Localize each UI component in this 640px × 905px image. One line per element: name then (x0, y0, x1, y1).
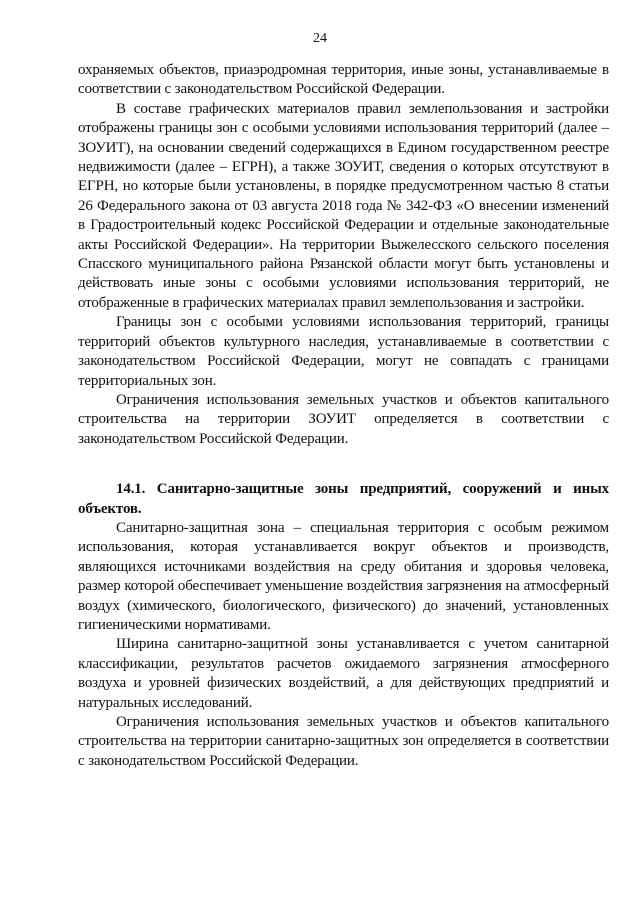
paragraph: Границы зон с особыми условиями использования территорий, границы территорий объектов культурного наследия, устанавливаемые в соответствии с законодательством Российской Федерации, могут не совпадать с границами территориальных зон. (78, 314, 609, 389)
document-body (78, 61, 609, 771)
paragraph: В составе графических материалов правил землепользования и застройки отображены границы зон с особыми условиями использования территорий (далее – ЗОУИТ), на основании сведений содержащихся в Едином государственном реестре недвижимости (далее – ЕГРН), а также ЗОУИТ, сведения о которых отсутствуют в ЕГРН, но которые были установлены, в порядке предусмотренном частью 8 статьи 26 Федерального закона от 03 августа 2018 года № 342-ФЗ «О внесении изменений в Градостроительный кодекс Российской Федерации и отдельные законодательные акты Российской Федерации». На территории Выжелесского сельского поселения Спасского муниципального района Рязанской области могут быть установлены и действовать иные зоны с особыми условиями использования территорий, не отображенные в графических материалах правил землепользования и застройки. (78, 100, 609, 311)
paragraph: Санитарно-защитная зона – специальная территория с особым режимом использования, которая устанавливается вокруг объектов и производств, являющихся источниками воздействия на среду обитания и здоровья человека, размер которой обеспечивает уменьшение воздействия загрязнения на атмосферный воздух (химического, биологического, физического) до значений, установленных гигиеническими нормативами. (78, 519, 609, 633)
paragraph: Ширина санитарно-защитной зоны устанавливается с учетом санитарной классификации, результатов расчетов ожидаемого загрязнения атмосферного воздуха и уровней физических воздействий, а для действующих предприятий и натуральных исследований. (78, 636, 609, 711)
section-heading: 14.1. Санитарно-защитные зоны предприятий, сооружений и иных объектов. (78, 481, 609, 517)
paragraph: Ограничения использования земельных участков и объектов капитального строительства на территории санитарно-защитных зон определяется в соответствии с законодательством Российской Федерации. (78, 714, 609, 769)
page-number: 24 (313, 31, 327, 46)
paragraph-continuation: охраняемых объектов, приаэродромная территория, иные зоны, устанавливаемые в соответствии с законодательством Российской Федерации. (78, 62, 609, 98)
paragraph: Ограничения использования земельных участков и объектов капитального строительства на территории ЗОУИТ определяется в соответствии с законодательством Российской Федерации. (78, 391, 609, 447)
